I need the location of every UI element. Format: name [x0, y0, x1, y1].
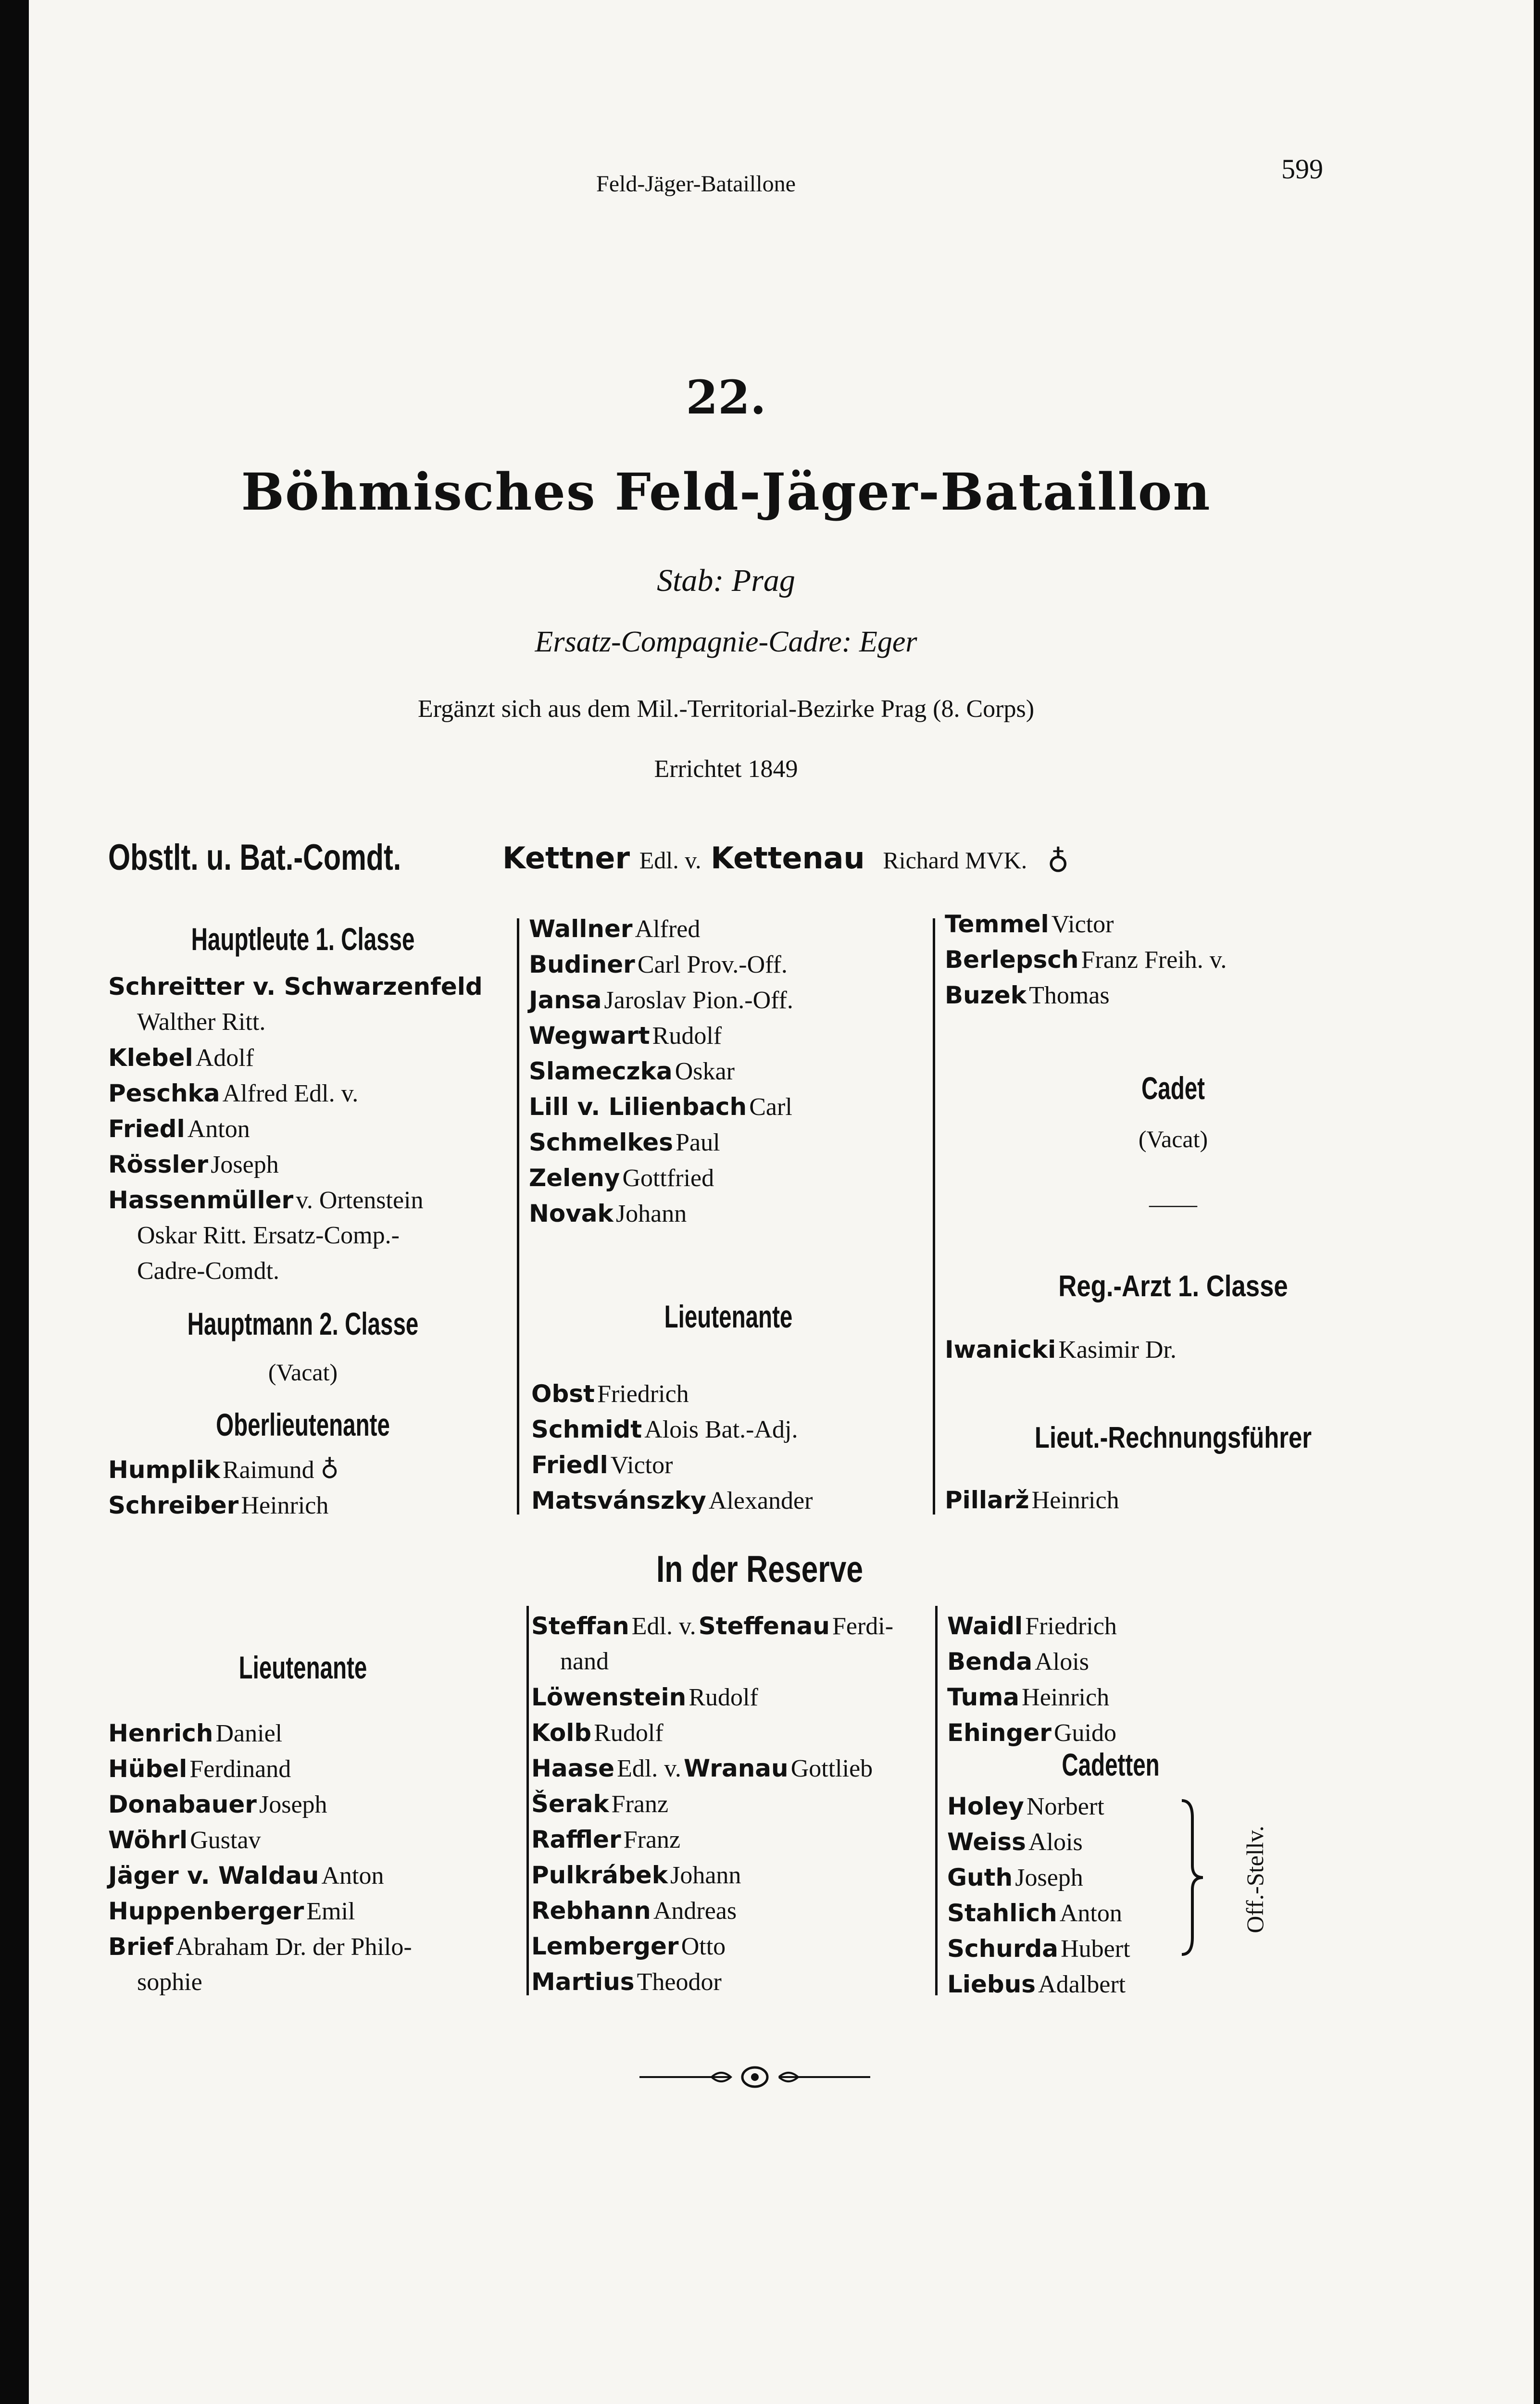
ersatz-line: Ersatz-Compagnie-Cadre: Eger [535, 626, 917, 658]
merit-cross-icon: ♁ [1047, 840, 1069, 876]
hauptleute-row-0: Schreitter v. Schwarzenfeld [108, 973, 483, 1001]
reserve-col3-row-0: Waidl Friedrich [947, 1612, 1117, 1640]
lt-row-3: Wöhrl Gustav [108, 1826, 261, 1854]
col2-row-4: Slameczka Oskar [529, 1057, 735, 1085]
commander-name [502, 840, 1069, 876]
lt-row-5: Huppenberger Emil [108, 1897, 355, 1925]
reserve-col2-row-6: Raffler Franz [531, 1826, 681, 1853]
col2-lt-row-2: Friedl Victor [531, 1451, 673, 1479]
hauptleute-heading: Hauptleute 1. Classe [191, 921, 415, 957]
regarzt-row: Iwanicki Kasimir Dr. [945, 1336, 1177, 1364]
reserve-col2-row-2: Löwenstein Rudolf [531, 1683, 758, 1711]
lt-row-1: Hübel Ferdinand [108, 1755, 291, 1783]
oberlt-heading: Oberlieutenante [216, 1407, 390, 1442]
hauptleute-row-2: Klebel Adolf [108, 1044, 254, 1072]
col2-lt-row-0: Obst Friedrich [531, 1380, 689, 1408]
erganzt-line: Ergänzt sich aus dem Mil.-Territorial-Bezirke Prag (8. Corps) [417, 695, 1035, 723]
col2-lt-row-3: Matsvánszky Alexander [531, 1487, 813, 1515]
rechnung-heading: Lieut.-Rechnungsführer [1034, 1421, 1312, 1454]
oberlt-row-1: Schreiber Heinrich [108, 1491, 329, 1519]
column-rule-3 [526, 1606, 529, 1995]
lt-row-7: sophie [137, 1968, 202, 1996]
hauptleute-row-6: Hassenmüller v. Ortenstein [108, 1186, 424, 1214]
cadetten-row-4: Schurda Hubert [947, 1935, 1130, 1963]
reserve-col3-row-2: Tuma Heinrich [947, 1683, 1110, 1711]
commander-surname: Kettner [502, 840, 630, 876]
col2-lt-row-1: Schmidt Alois Bat.-Adj. [531, 1415, 798, 1443]
reserve-col2-row-7: Pulkrábek Johann [531, 1861, 741, 1889]
commander-rank: Obstlt. u. Bat.-Comdt. [108, 837, 401, 878]
reserve-col2-row-4: Haase Edl. v. Wranau Gottlieb [531, 1754, 873, 1782]
cadetten-row-5: Liebus Adalbert [947, 1970, 1126, 1998]
cadetten-row-2: Guth Joseph [947, 1864, 1083, 1891]
cadet-vacat: (Vacat) [1138, 1126, 1208, 1152]
reserve-col2-row-9: Lemberger Otto [531, 1932, 726, 1960]
col2-row-5: Lill v. Lilienbach Carl [529, 1093, 792, 1121]
regarzt-heading: Reg.-Arzt 1. Classe [1058, 1270, 1288, 1303]
col3-row-1: Berlepsch Franz Freih. v. [945, 946, 1227, 974]
lt-row-0: Henrich Daniel [108, 1719, 283, 1747]
cadetten-row-0: Holey Norbert [947, 1792, 1104, 1820]
brace-icon [1178, 1798, 1207, 1957]
reserve-col2-row-0: Steffan Edl. v. Steffenau Ferdi- [531, 1612, 894, 1640]
page-title: Böhmisches Feld-Jäger-Bataillon [241, 462, 1211, 522]
hauptleute-row-8: Cadre-Comdt. [137, 1257, 280, 1285]
rechnung-row: Pillarž Heinrich [945, 1486, 1119, 1514]
col2-row-8: Novak Johann [529, 1200, 687, 1227]
reserve-col2-row-10: Martius Theodor [531, 1968, 722, 1996]
cadet-heading: Cadet [1141, 1070, 1205, 1106]
lt-row-6: Brief Abraham Dr. der Philo- [108, 1933, 412, 1961]
hauptleute-row-5: Rössler Joseph [108, 1151, 279, 1178]
cadetten-row-3: Stahlich Anton [947, 1899, 1122, 1927]
lt-row-4: Jäger v. Waldau Anton [108, 1862, 384, 1890]
section-number: 22. [686, 370, 766, 425]
commander-edl: Edl. v. [639, 847, 701, 874]
errichtet-line: Errichtet 1849 [654, 755, 798, 783]
stab-line: Stab: Prag [657, 563, 795, 598]
hauptleute-row-1: Walther Ritt. [137, 1008, 266, 1036]
column-rule-4 [935, 1606, 938, 1995]
col2-row-0: Wallner Alfred [529, 915, 701, 943]
reserve-col2-row-1: nand [560, 1648, 609, 1675]
col3-dash: —— [1149, 1190, 1197, 1217]
reserve-col3-row-3: Ehinger Guido [947, 1719, 1116, 1747]
running-title: Feld-Jäger-Bataillone [596, 171, 796, 197]
commander-given: Richard MVK. [883, 847, 1027, 874]
lt-row-2: Donabauer Joseph [108, 1790, 327, 1818]
col2-row-2: Jansa Jaroslav Pion.-Off. [529, 986, 793, 1014]
col2-lt-heading: Lieutenante [664, 1299, 793, 1334]
column-rule-2 [933, 918, 935, 1515]
column-rule-1 [517, 918, 519, 1515]
page-number: 599 [1281, 153, 1323, 185]
hauptmann2-heading: Hauptmann 2. Classe [187, 1306, 419, 1341]
hauptmann2-vacat: (Vacat) [268, 1359, 338, 1386]
hauptleute-row-3: Peschka Alfred Edl. v. [108, 1079, 359, 1107]
page [29, 0, 1534, 2404]
hauptleute-row-4: Friedl Anton [108, 1115, 250, 1143]
col3-row-2: Buzek Thomas [945, 981, 1110, 1009]
hauptleute-row-7: Oskar Ritt. Ersatz-Comp.- [137, 1222, 400, 1249]
oberlt-row-0: Humplik Raimund ♁ [108, 1456, 339, 1484]
col2-row-6: Schmelkes Paul [529, 1128, 720, 1156]
ornament-icon [639, 2063, 870, 2091]
lt-heading: Lieutenante [238, 1650, 367, 1685]
col3-row-0: Temmel Victor [945, 910, 1114, 938]
reserve-heading: In der Reserve [656, 1548, 864, 1590]
commander-estate: Kettenau [711, 840, 865, 876]
col2-row-7: Zeleny Gottfried [529, 1164, 714, 1192]
col2-row-3: Wegwart Rudolf [529, 1022, 722, 1050]
col2-row-1: Budiner Carl Prov.-Off. [529, 951, 788, 978]
cadetten-row-1: Weiss Alois [947, 1828, 1083, 1856]
reserve-col2-row-5: Šerak Franz [531, 1790, 669, 1818]
cadetten-heading: Cadetten [1062, 1747, 1160, 1782]
reserve-col2-row-3: Kolb Rudolf [531, 1719, 664, 1747]
reserve-col2-row-8: Rebhann Andreas [531, 1897, 737, 1925]
off-stellv-label: Off.-Stellv. [1241, 1826, 1268, 1933]
reserve-col3-row-1: Benda Alois [947, 1648, 1089, 1676]
